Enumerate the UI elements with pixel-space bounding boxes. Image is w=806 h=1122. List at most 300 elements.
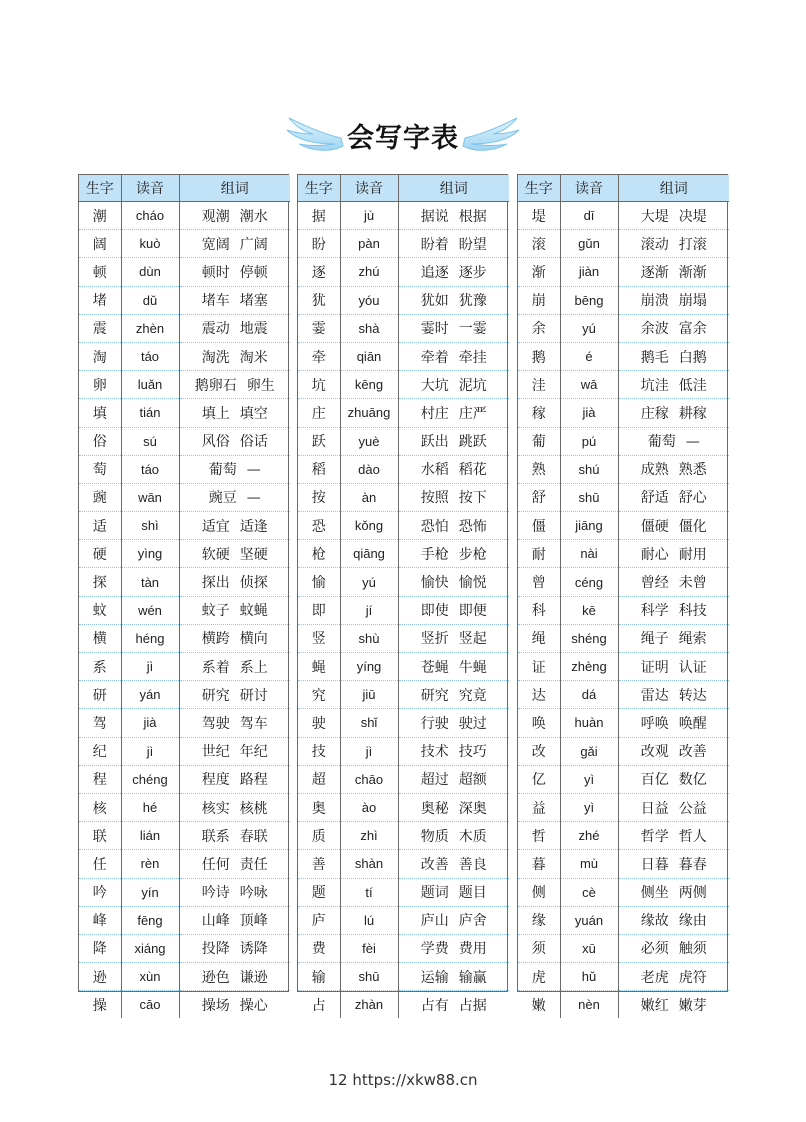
word-1: 物质 bbox=[420, 828, 449, 845]
pinyin-cell: jiàn bbox=[560, 258, 618, 286]
char-cell: 技 bbox=[298, 737, 340, 765]
words-cell bbox=[618, 624, 729, 652]
word-1: 改善 bbox=[420, 856, 449, 873]
char-cell: 亿 bbox=[518, 765, 560, 793]
word-1: 适宜 bbox=[201, 518, 230, 535]
pinyin-cell: hé bbox=[121, 793, 179, 821]
header-pinyin: 读音 bbox=[560, 175, 618, 202]
char-cell: 鹅 bbox=[518, 342, 560, 370]
word-1: 老虎 bbox=[640, 969, 669, 986]
pinyin-cell: xū bbox=[560, 934, 618, 962]
words-cell bbox=[398, 342, 509, 370]
pinyin-cell: qiāng bbox=[340, 540, 398, 568]
word-2: 庐舍 bbox=[458, 913, 487, 930]
table-row bbox=[298, 399, 509, 427]
word-1: 堵车 bbox=[201, 293, 230, 310]
pinyin-cell: shū bbox=[340, 963, 398, 991]
pinyin-cell: shàn bbox=[340, 850, 398, 878]
word-1: 鹅毛 bbox=[640, 349, 669, 366]
word-1: 观潮 bbox=[201, 208, 230, 225]
table-row bbox=[518, 483, 729, 511]
words-cell bbox=[618, 399, 729, 427]
words-cell bbox=[398, 286, 509, 314]
table-row bbox=[298, 568, 509, 596]
pinyin-cell: héng bbox=[121, 624, 179, 652]
table-row bbox=[298, 314, 509, 342]
word-1: 哲学 bbox=[640, 828, 669, 845]
table-row bbox=[518, 371, 729, 399]
words-cell bbox=[618, 202, 729, 230]
char-cell: 奥 bbox=[298, 793, 340, 821]
pinyin-cell: zhú bbox=[340, 258, 398, 286]
table-row bbox=[298, 455, 509, 483]
word-2: 善良 bbox=[458, 856, 487, 873]
page-footer: 12 https://xkw88.cn bbox=[328, 1071, 478, 1089]
table-row bbox=[518, 624, 729, 652]
char-cell: 坑 bbox=[298, 371, 340, 399]
word-1: 大坑 bbox=[420, 377, 449, 394]
table-row bbox=[79, 906, 290, 934]
char-cell: 余 bbox=[518, 314, 560, 342]
word-1: 犹如 bbox=[420, 293, 449, 310]
char-cell: 究 bbox=[298, 681, 340, 709]
char-cell: 改 bbox=[518, 737, 560, 765]
pinyin-cell: luǎn bbox=[121, 371, 179, 399]
char-cell: 系 bbox=[79, 653, 121, 681]
word-1: 宽阔 bbox=[201, 236, 230, 253]
words-cell bbox=[179, 765, 290, 793]
word-1: 庄稼 bbox=[640, 405, 669, 422]
pinyin-cell: tián bbox=[121, 399, 179, 427]
table-row bbox=[298, 202, 509, 230]
word-1: 逊色 bbox=[201, 969, 230, 986]
pinyin-cell: mù bbox=[560, 850, 618, 878]
pinyin-cell: cháo bbox=[121, 202, 179, 230]
words-cell bbox=[618, 512, 729, 540]
table-row bbox=[518, 737, 729, 765]
table-block-2 bbox=[297, 174, 508, 1014]
char-cell: 庄 bbox=[298, 399, 340, 427]
table-row bbox=[518, 822, 729, 850]
word-1: 投降 bbox=[201, 941, 230, 958]
word-1: 侧坐 bbox=[640, 885, 669, 902]
pinyin-cell: zhèn bbox=[121, 314, 179, 342]
word-2: — bbox=[246, 462, 261, 479]
char-cell: 暮 bbox=[518, 850, 560, 878]
pinyin-cell: qiān bbox=[340, 342, 398, 370]
char-cell: 填 bbox=[79, 399, 121, 427]
word-1: 耐心 bbox=[640, 546, 669, 563]
table-row bbox=[518, 963, 729, 991]
words-cell bbox=[618, 681, 729, 709]
page-title: 会写字表 bbox=[347, 123, 459, 154]
words-cell bbox=[179, 596, 290, 624]
char-cell: 绳 bbox=[518, 624, 560, 652]
word-1: 横跨 bbox=[201, 631, 230, 648]
words-cell bbox=[179, 286, 290, 314]
word-2: 研讨 bbox=[239, 687, 268, 704]
word-2: 逐步 bbox=[458, 264, 487, 281]
char-cell: 占 bbox=[298, 991, 340, 1019]
word-1: 霎时 bbox=[420, 321, 449, 338]
words-cell bbox=[618, 286, 729, 314]
pinyin-cell: zhuāng bbox=[340, 399, 398, 427]
word-2: 按下 bbox=[458, 490, 487, 507]
words-cell bbox=[179, 878, 290, 906]
char-cell: 达 bbox=[518, 681, 560, 709]
header-words: 组词 bbox=[179, 175, 290, 202]
words-cell bbox=[179, 342, 290, 370]
table-row bbox=[298, 342, 509, 370]
word-1: 山峰 bbox=[201, 913, 230, 930]
char-cell: 驾 bbox=[79, 709, 121, 737]
table-row bbox=[298, 540, 509, 568]
table-row bbox=[79, 765, 290, 793]
table-row bbox=[518, 258, 729, 286]
char-cell: 任 bbox=[79, 850, 121, 878]
header-char: 生字 bbox=[79, 175, 121, 202]
table-row bbox=[298, 258, 509, 286]
char-cell: 联 bbox=[79, 822, 121, 850]
table-row bbox=[298, 822, 509, 850]
word-1: 按照 bbox=[420, 490, 449, 507]
char-cell: 犹 bbox=[298, 286, 340, 314]
table-row bbox=[79, 258, 290, 286]
table-row bbox=[298, 483, 509, 511]
word-2: 改善 bbox=[678, 744, 707, 761]
char-cell: 驶 bbox=[298, 709, 340, 737]
word-1: 世纪 bbox=[201, 744, 230, 761]
word-1: 吟诗 bbox=[201, 885, 230, 902]
word-2: 春联 bbox=[239, 828, 268, 845]
word-2: 费用 bbox=[458, 941, 487, 958]
table-row bbox=[79, 681, 290, 709]
word-2: 驶过 bbox=[458, 715, 487, 732]
table-row bbox=[518, 427, 729, 455]
table-block-1 bbox=[78, 174, 289, 1014]
word-2: 舒心 bbox=[678, 490, 707, 507]
char-cell: 缘 bbox=[518, 906, 560, 934]
table-row bbox=[298, 709, 509, 737]
char-cell: 即 bbox=[298, 596, 340, 624]
word-2: 操心 bbox=[239, 997, 268, 1014]
pinyin-cell: shǐ bbox=[340, 709, 398, 737]
header-words: 组词 bbox=[618, 175, 729, 202]
char-cell: 熟 bbox=[518, 455, 560, 483]
words-cell bbox=[179, 512, 290, 540]
words-cell bbox=[398, 653, 509, 681]
words-cell bbox=[398, 963, 509, 991]
pinyin-cell: zhì bbox=[340, 822, 398, 850]
table-row bbox=[298, 934, 509, 962]
pinyin-cell: pàn bbox=[340, 230, 398, 258]
table-row bbox=[79, 314, 290, 342]
words-cell bbox=[179, 737, 290, 765]
words-cell bbox=[618, 568, 729, 596]
word-1: 淘洗 bbox=[201, 349, 230, 366]
char-cell: 萄 bbox=[79, 455, 121, 483]
pinyin-cell: dǔ bbox=[121, 286, 179, 314]
word-2: 缘由 bbox=[678, 913, 707, 930]
words-cell bbox=[179, 455, 290, 483]
table-row bbox=[518, 878, 729, 906]
word-1: 研究 bbox=[201, 687, 230, 704]
char-cell: 恐 bbox=[298, 512, 340, 540]
word-1: 雷达 bbox=[640, 687, 669, 704]
char-cell: 适 bbox=[79, 512, 121, 540]
word-1: 联系 bbox=[201, 828, 230, 845]
header-pinyin: 读音 bbox=[340, 175, 398, 202]
char-cell: 逊 bbox=[79, 963, 121, 991]
pinyin-cell: shì bbox=[121, 512, 179, 540]
words-cell bbox=[618, 427, 729, 455]
word-1: 崩溃 bbox=[640, 293, 669, 310]
words-cell bbox=[398, 991, 509, 1019]
table-row bbox=[298, 765, 509, 793]
word-2: 稻花 bbox=[458, 462, 487, 479]
table-row bbox=[518, 991, 729, 1019]
word-1: 竖折 bbox=[420, 631, 449, 648]
word-1: 占有 bbox=[420, 997, 449, 1014]
word-1: 程度 bbox=[201, 772, 230, 789]
words-cell bbox=[398, 483, 509, 511]
char-cell: 费 bbox=[298, 934, 340, 962]
char-cell: 横 bbox=[79, 624, 121, 652]
pinyin-cell: yíng bbox=[340, 653, 398, 681]
char-table bbox=[79, 175, 290, 1018]
table-row bbox=[79, 455, 290, 483]
word-2: 牛蝇 bbox=[458, 659, 487, 676]
pinyin-cell: kuò bbox=[121, 230, 179, 258]
word-1: 缘故 bbox=[640, 913, 669, 930]
char-cell: 硬 bbox=[79, 540, 121, 568]
word-2: — bbox=[685, 434, 700, 451]
char-cell: 俗 bbox=[79, 427, 121, 455]
pinyin-cell: kǒng bbox=[340, 512, 398, 540]
words-cell bbox=[179, 681, 290, 709]
word-1: 大堤 bbox=[640, 208, 669, 225]
char-cell: 峰 bbox=[79, 906, 121, 934]
table-row bbox=[79, 653, 290, 681]
word-2: 低洼 bbox=[678, 377, 707, 394]
table-row bbox=[79, 793, 290, 821]
words-cell bbox=[398, 258, 509, 286]
words-cell bbox=[398, 230, 509, 258]
word-2: 盼望 bbox=[458, 236, 487, 253]
word-2: 哲人 bbox=[678, 828, 707, 845]
table-header-row bbox=[79, 175, 290, 202]
pinyin-cell: ào bbox=[340, 793, 398, 821]
word-1: 系着 bbox=[201, 659, 230, 676]
char-cell: 虎 bbox=[518, 963, 560, 991]
pinyin-cell: fēng bbox=[121, 906, 179, 934]
char-cell: 侧 bbox=[518, 878, 560, 906]
pinyin-cell: yán bbox=[121, 681, 179, 709]
header-words: 组词 bbox=[398, 175, 509, 202]
char-cell: 唤 bbox=[518, 709, 560, 737]
words-cell bbox=[179, 399, 290, 427]
word-1: 必须 bbox=[640, 941, 669, 958]
words-cell bbox=[618, 371, 729, 399]
char-cell: 滚 bbox=[518, 230, 560, 258]
word-1: 余波 bbox=[640, 321, 669, 338]
pinyin-cell: yóu bbox=[340, 286, 398, 314]
word-2: 绳索 bbox=[678, 631, 707, 648]
word-2: 熟悉 bbox=[678, 462, 707, 479]
words-cell bbox=[179, 202, 290, 230]
word-1: 驾驶 bbox=[201, 715, 230, 732]
words-cell bbox=[179, 906, 290, 934]
word-1: 恐怕 bbox=[420, 518, 449, 535]
words-cell bbox=[398, 822, 509, 850]
pinyin-cell: kēng bbox=[340, 371, 398, 399]
word-2: 究竟 bbox=[458, 687, 487, 704]
pinyin-cell: jià bbox=[121, 709, 179, 737]
header-char: 生字 bbox=[298, 175, 340, 202]
words-cell bbox=[179, 624, 290, 652]
table-row bbox=[298, 991, 509, 1019]
table-row bbox=[298, 653, 509, 681]
words-cell bbox=[618, 342, 729, 370]
word-2: 谦逊 bbox=[239, 969, 268, 986]
pinyin-cell: wān bbox=[121, 483, 179, 511]
words-cell bbox=[618, 878, 729, 906]
word-1: 成熟 bbox=[640, 462, 669, 479]
word-2: 触须 bbox=[678, 941, 707, 958]
table-row bbox=[79, 540, 290, 568]
word-2: 侦探 bbox=[239, 575, 268, 592]
word-1: 软硬 bbox=[201, 546, 230, 563]
char-cell: 震 bbox=[79, 314, 121, 342]
table-row bbox=[518, 399, 729, 427]
words-cell bbox=[179, 793, 290, 821]
char-cell: 程 bbox=[79, 765, 121, 793]
pinyin-cell: céng bbox=[560, 568, 618, 596]
pinyin-cell: xiáng bbox=[121, 934, 179, 962]
table-row bbox=[79, 483, 290, 511]
pinyin-cell: jià bbox=[560, 399, 618, 427]
word-1: 研究 bbox=[420, 687, 449, 704]
word-1: 核实 bbox=[201, 800, 230, 817]
char-cell: 嫩 bbox=[518, 991, 560, 1019]
words-cell bbox=[618, 455, 729, 483]
table-row bbox=[298, 963, 509, 991]
word-2: 诱降 bbox=[239, 941, 268, 958]
table-row bbox=[518, 906, 729, 934]
table-row bbox=[518, 230, 729, 258]
word-2: 年纪 bbox=[239, 744, 268, 761]
table-row bbox=[298, 230, 509, 258]
char-cell: 核 bbox=[79, 793, 121, 821]
page-title-banner bbox=[283, 104, 523, 160]
char-cell: 输 bbox=[298, 963, 340, 991]
words-cell bbox=[398, 568, 509, 596]
word-1: 日益 bbox=[640, 800, 669, 817]
word-2: — bbox=[246, 490, 261, 507]
char-cell: 操 bbox=[79, 991, 121, 1019]
pinyin-cell: tàn bbox=[121, 568, 179, 596]
pinyin-cell: kē bbox=[560, 596, 618, 624]
pinyin-cell: dá bbox=[560, 681, 618, 709]
word-2: 系上 bbox=[239, 659, 268, 676]
words-cell bbox=[398, 202, 509, 230]
pinyin-cell: shù bbox=[340, 624, 398, 652]
word-2: 庄严 bbox=[458, 405, 487, 422]
word-2: 责任 bbox=[239, 856, 268, 873]
word-1: 手枪 bbox=[420, 546, 449, 563]
words-cell bbox=[179, 653, 290, 681]
char-cell: 洼 bbox=[518, 371, 560, 399]
table-row bbox=[518, 793, 729, 821]
words-cell bbox=[179, 850, 290, 878]
table-row bbox=[518, 202, 729, 230]
words-cell bbox=[398, 371, 509, 399]
pinyin-cell: jiū bbox=[340, 681, 398, 709]
word-2: 超额 bbox=[458, 772, 487, 789]
table-row bbox=[79, 822, 290, 850]
word-2: 一霎 bbox=[458, 321, 487, 338]
word-2: 恐怖 bbox=[458, 518, 487, 535]
word-1: 科学 bbox=[640, 603, 669, 620]
word-1: 奥秘 bbox=[420, 800, 449, 817]
table-row bbox=[79, 342, 290, 370]
word-1: 震动 bbox=[201, 321, 230, 338]
word-1: 苍蝇 bbox=[420, 659, 449, 676]
pinyin-cell: yín bbox=[121, 878, 179, 906]
pinyin-cell: táo bbox=[121, 455, 179, 483]
pinyin-cell: chéng bbox=[121, 765, 179, 793]
char-cell: 证 bbox=[518, 653, 560, 681]
pinyin-cell: jù bbox=[340, 202, 398, 230]
word-1: 嫩红 bbox=[640, 997, 669, 1014]
word-2: 决堤 bbox=[678, 208, 707, 225]
pinyin-cell: yuè bbox=[340, 427, 398, 455]
char-cell: 豌 bbox=[79, 483, 121, 511]
word-2: 泥坑 bbox=[458, 377, 487, 394]
pinyin-cell: zhèng bbox=[560, 653, 618, 681]
word-1: 庐山 bbox=[420, 913, 449, 930]
words-cell bbox=[179, 314, 290, 342]
word-2: 题目 bbox=[458, 885, 487, 902]
word-1: 跃出 bbox=[420, 434, 449, 451]
words-cell bbox=[618, 822, 729, 850]
word-1: 豌豆 bbox=[208, 490, 237, 507]
table-row bbox=[298, 737, 509, 765]
pinyin-cell: jì bbox=[121, 653, 179, 681]
char-cell: 堵 bbox=[79, 286, 121, 314]
table-header-row bbox=[518, 175, 729, 202]
word-1: 填上 bbox=[201, 405, 230, 422]
char-cell: 质 bbox=[298, 822, 340, 850]
table-row bbox=[298, 681, 509, 709]
table-row bbox=[79, 991, 290, 1019]
table-row bbox=[298, 512, 509, 540]
char-cell: 枪 bbox=[298, 540, 340, 568]
table-row bbox=[79, 230, 290, 258]
word-2: 步枪 bbox=[458, 546, 487, 563]
word-1: 曾经 bbox=[640, 575, 669, 592]
table-row bbox=[518, 681, 729, 709]
pinyin-cell: gǔn bbox=[560, 230, 618, 258]
word-2: 驾车 bbox=[239, 715, 268, 732]
pinyin-cell: àn bbox=[340, 483, 398, 511]
word-2: 木质 bbox=[458, 828, 487, 845]
table-row bbox=[518, 455, 729, 483]
table-row bbox=[518, 596, 729, 624]
table-row bbox=[298, 878, 509, 906]
table-row bbox=[79, 934, 290, 962]
char-cell: 堤 bbox=[518, 202, 560, 230]
